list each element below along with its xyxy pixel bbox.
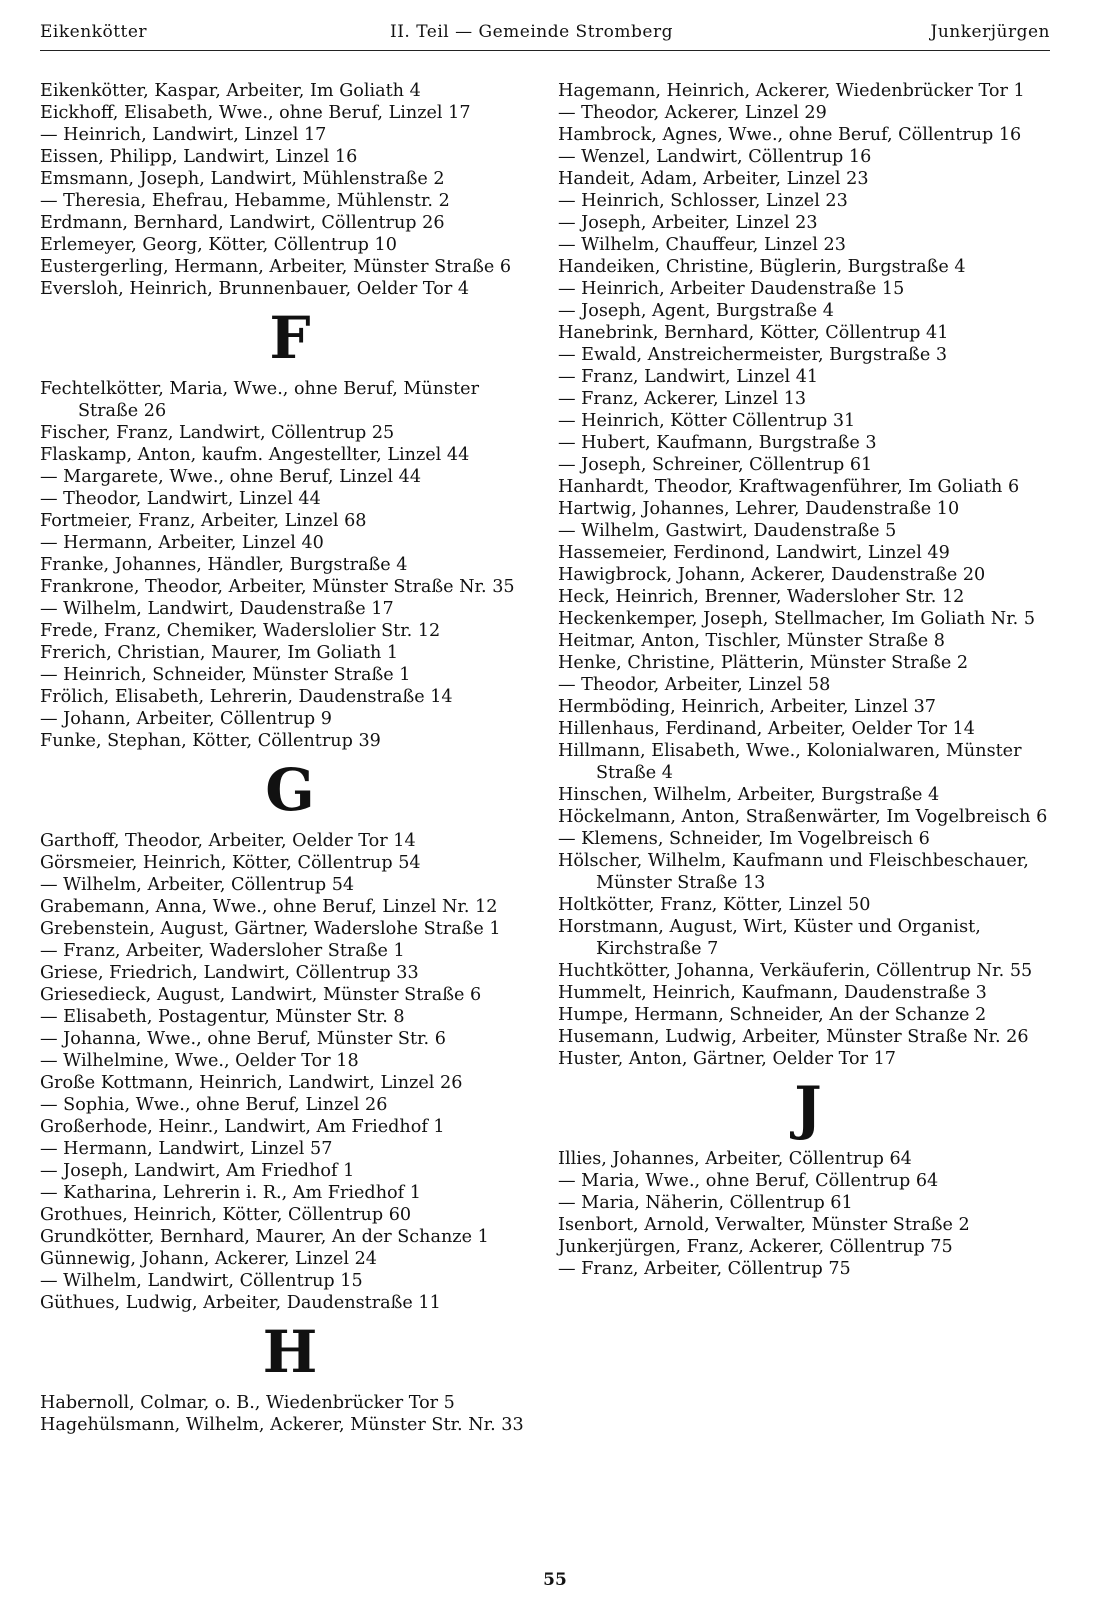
directory-entry: Frede, Franz, Chemiker, Waderslolier Str. 12 — [40, 621, 441, 641]
directory-entry: Handeit, Adam, Arbeiter, Linzel 23 — [558, 169, 869, 189]
directory-entry: Grabemann, Anna, Wwe., ohne Beruf, Linzel Nr. 12 — [40, 897, 498, 917]
directory-entry: Huchtkötter, Johanna, Verkäuferin, Cöllentrup Nr. 55 — [558, 961, 1033, 981]
section-letter: G — [265, 756, 315, 824]
directory-entry: Franke, Johannes, Händler, Burgstraße 4 — [40, 555, 408, 575]
directory-entry: Hölscher, Wilhelm, Kaufmann und Fleischbeschauer, Münster Straße 13 — [558, 851, 1029, 893]
directory-entry: — Wilhelm, Landwirt, Daudenstraße 17 — [40, 599, 394, 619]
directory-entry: — Hermann, Landwirt, Linzel 57 — [40, 1139, 333, 1159]
section-letter: F — [269, 304, 311, 372]
directory-entry: Emsmann, Joseph, Landwirt, Mühlenstraße 2 — [40, 169, 445, 189]
directory-entry: Güthues, Ludwig, Arbeiter, Daudenstraße 11 — [40, 1293, 441, 1313]
directory-entry: — Hubert, Kaufmann, Burgstraße 3 — [558, 433, 877, 453]
directory-entry: Illies, Johannes, Arbeiter, Cöllentrup 64 — [558, 1149, 912, 1169]
directory-entry: — Wilhelm, Arbeiter, Cöllentrup 54 — [40, 875, 355, 895]
directory-entry: Frölich, Elisabeth, Lehrerin, Daudenstraße 14 — [40, 687, 453, 707]
directory-entry: Eikenkötter, Kaspar, Arbeiter, Im Goliath 4 — [40, 81, 421, 101]
header-rule — [40, 50, 1050, 51]
directory-entry: Hermböding, Heinrich, Arbeiter, Linzel 37 — [558, 697, 936, 717]
header-first-name: Eikenkötter — [40, 22, 148, 42]
directory-entry: Erlemeyer, Georg, Kötter, Cöllentrup 10 — [40, 235, 397, 255]
directory-entry: Hagemann, Heinrich, Ackerer, Wiedenbrücker Tor 1 — [558, 81, 1025, 101]
directory-entry: — Franz, Arbeiter, Cöllentrup 75 — [558, 1259, 851, 1279]
directory-entry: — Heinrich, Arbeiter Daudenstraße 15 — [558, 279, 905, 299]
directory-entry: — Wilhelm, Gastwirt, Daudenstraße 5 — [558, 521, 897, 541]
directory-entry: — Heinrich, Schlosser, Linzel 23 — [558, 191, 848, 211]
directory-entry: Horstmann, August, Wirt, Küster und Organist, Kirchstraße 7 — [558, 917, 981, 959]
directory-entry: Hartwig, Johannes, Lehrer, Daudenstraße 10 — [558, 499, 960, 519]
directory-entry: Habernoll, Colmar, o. B., Wiedenbrücker Tor 5 — [40, 1393, 455, 1413]
directory-entry: Henke, Christine, Plätterin, Münster Straße 2 — [558, 653, 969, 673]
directory-entry: Große Kottmann, Heinrich, Landwirt, Linzel 26 — [40, 1073, 463, 1093]
directory-entry: Günnewig, Johann, Ackerer, Linzel 24 — [40, 1249, 377, 1269]
directory-entry: — Heinrich, Landwirt, Linzel 17 — [40, 125, 327, 145]
directory-entry: Eissen, Philipp, Landwirt, Linzel 16 — [40, 147, 358, 167]
directory-entry: Heitmar, Anton, Tischler, Münster Straße 8 — [558, 631, 945, 651]
directory-entry: Eickhoff, Elisabeth, Wwe., ohne Beruf, Linzel 17 — [40, 103, 471, 123]
directory-entry: Hawigbrock, Johann, Ackerer, Daudenstraße 20 — [558, 565, 986, 585]
directory-entry: Erdmann, Bernhard, Landwirt, Cöllentrup 26 — [40, 213, 445, 233]
section-letter: H — [262, 1318, 318, 1386]
left-column — [40, 80, 540, 1436]
directory-entry: Hagehülsmann, Wilhelm, Ackerer, Münster Str. Nr. 33 — [40, 1415, 524, 1435]
directory-entry: — Franz, Ackerer, Linzel 13 — [558, 389, 807, 409]
directory-entry: Griese, Friedrich, Landwirt, Cöllentrup 33 — [40, 963, 419, 983]
directory-entry: Flaskamp, Anton, kaufm. Angestellter, Linzel 44 — [40, 445, 470, 465]
directory-entry: — Joseph, Landwirt, Am Friedhof 1 — [40, 1161, 355, 1181]
directory-entry: Hummelt, Heinrich, Kaufmann, Daudenstraße 3 — [558, 983, 987, 1003]
directory-entry: — Joseph, Agent, Burgstraße 4 — [558, 301, 834, 321]
directory-entry: Eversloh, Heinrich, Brunnenbauer, Oelder Tor 4 — [40, 279, 470, 299]
right-column — [558, 80, 1058, 1280]
directory-entry: — Joseph, Arbeiter, Linzel 23 — [558, 213, 818, 233]
directory-entry: — Theodor, Arbeiter, Linzel 58 — [558, 675, 831, 695]
directory-entry: — Heinrich, Kötter Cöllentrup 31 — [558, 411, 856, 431]
directory-entry: Großerhode, Heinr., Landwirt, Am Friedhof 1 — [40, 1117, 445, 1137]
directory-entry: — Johanna, Wwe., ohne Beruf, Münster Str. 6 — [40, 1029, 446, 1049]
directory-entry: — Sophia, Wwe., ohne Beruf, Linzel 26 — [40, 1095, 388, 1115]
directory-entry: Hanebrink, Bernhard, Kötter, Cöllentrup 41 — [558, 323, 949, 343]
directory-entry: — Heinrich, Schneider, Münster Straße 1 — [40, 665, 411, 685]
directory-entry: Frerich, Christian, Maurer, Im Goliath 1 — [40, 643, 399, 663]
directory-entry: Hassemeier, Ferdinond, Landwirt, Linzel 49 — [558, 543, 950, 563]
page-number: 55 — [543, 1570, 567, 1590]
directory-entry: — Wilhelmine, Wwe., Oelder Tor 18 — [40, 1051, 359, 1071]
header-title: II. Teil — Gemeinde Stromberg — [390, 22, 673, 42]
directory-entry: Heck, Heinrich, Brenner, Wadersloher Str. 12 — [558, 587, 965, 607]
running-header — [40, 22, 1050, 52]
directory-entry: Grundkötter, Bernhard, Maurer, An der Schanze 1 — [40, 1227, 489, 1247]
directory-entry: Hillenhaus, Ferdinand, Arbeiter, Oelder Tor 14 — [558, 719, 975, 739]
directory-entry: Humpe, Hermann, Schneider, An der Schanze 2 — [558, 1005, 987, 1025]
directory-entry: Höckelmann, Anton, Straßenwärter, Im Vogelbreisch 6 — [558, 807, 1048, 827]
directory-entry: Grothues, Heinrich, Kötter, Cöllentrup 60 — [40, 1205, 412, 1225]
directory-entry: Holtkötter, Franz, Kötter, Linzel 50 — [558, 895, 871, 915]
directory-entry: Hanhardt, Theodor, Kraftwagenführer, Im Goliath 6 — [558, 477, 1020, 497]
directory-entry: Heckenkemper, Joseph, Stellmacher, Im Goliath Nr. 5 — [558, 609, 1036, 629]
directory-entry: — Margarete, Wwe., ohne Beruf, Linzel 44 — [40, 467, 422, 487]
directory-entry: — Maria, Näherin, Cöllentrup 61 — [558, 1193, 853, 1213]
directory-entry: Hambrock, Agnes, Wwe., ohne Beruf, Cöllentrup 16 — [558, 125, 1022, 145]
directory-entry: Funke, Stephan, Kötter, Cöllentrup 39 — [40, 731, 381, 751]
directory-entry: — Theodor, Ackerer, Linzel 29 — [558, 103, 827, 123]
directory-entry: Fechtelkötter, Maria, Wwe., ohne Beruf, Münster Straße 26 — [40, 379, 479, 421]
directory-entry: — Katharina, Lehrerin i. R., Am Friedhof 1 — [40, 1183, 421, 1203]
directory-entry: Görsmeier, Heinrich, Kötter, Cöllentrup 54 — [40, 853, 421, 873]
header-last-name: Junkerjürgen — [930, 22, 1050, 42]
directory-entry: Griesedieck, August, Landwirt, Münster Straße 6 — [40, 985, 482, 1005]
section-letter: J — [794, 1074, 822, 1142]
directory-entry: Fortmeier, Franz, Arbeiter, Linzel 68 — [40, 511, 367, 531]
directory-entry: — Ewald, Anstreichermeister, Burgstraße 3 — [558, 345, 948, 365]
directory-entry: Garthoff, Theodor, Arbeiter, Oelder Tor 14 — [40, 831, 416, 851]
directory-entry: Isenbort, Arnold, Verwalter, Münster Straße 2 — [558, 1215, 970, 1235]
directory-entry: Husemann, Ludwig, Arbeiter, Münster Straße Nr. 26 — [558, 1027, 1029, 1047]
directory-entry: Hinschen, Wilhelm, Arbeiter, Burgstraße 4 — [558, 785, 940, 805]
directory-entry: Huster, Anton, Gärtner, Oelder Tor 17 — [558, 1049, 896, 1069]
directory-entry: — Franz, Arbeiter, Wadersloher Straße 1 — [40, 941, 405, 961]
directory-entry: Fischer, Franz, Landwirt, Cöllentrup 25 — [40, 423, 395, 443]
directory-entry: Handeiken, Christine, Büglerin, Burgstraße 4 — [558, 257, 966, 277]
directory-entry: — Theresia, Ehefrau, Hebamme, Mühlenstr. 2 — [40, 191, 450, 211]
directory-entry: — Maria, Wwe., ohne Beruf, Cöllentrup 64 — [558, 1171, 939, 1191]
directory-entry: — Elisabeth, Postagentur, Münster Str. 8 — [40, 1007, 405, 1027]
directory-entry: — Wenzel, Landwirt, Cöllentrup 16 — [558, 147, 872, 167]
directory-entry: — Theodor, Landwirt, Linzel 44 — [40, 489, 321, 509]
directory-entry: Grebenstein, August, Gärtner, Waderslohe Straße 1 — [40, 919, 501, 939]
directory-entry: — Hermann, Arbeiter, Linzel 40 — [40, 533, 324, 553]
directory-entry: — Joseph, Schreiner, Cöllentrup 61 — [558, 455, 873, 475]
directory-entry: — Wilhelm, Landwirt, Cöllentrup 15 — [40, 1271, 363, 1291]
directory-entry: Hillmann, Elisabeth, Wwe., Kolonialwaren, Münster Straße 4 — [558, 741, 1022, 783]
directory-entry: Junkerjürgen, Franz, Ackerer, Cöllentrup 75 — [558, 1237, 953, 1257]
directory-entry: Eustergerling, Hermann, Arbeiter, Münster Straße 6 — [40, 257, 512, 277]
directory-entry: — Klemens, Schneider, Im Vogelbreisch 6 — [558, 829, 930, 849]
directory-entry: Frankrone, Theodor, Arbeiter, Münster Straße Nr. 35 — [40, 577, 515, 597]
directory-entry: — Wilhelm, Chauffeur, Linzel 23 — [558, 235, 846, 255]
directory-entry: — Johann, Arbeiter, Cöllentrup 9 — [40, 709, 332, 729]
directory-entry: — Franz, Landwirt, Linzel 41 — [558, 367, 819, 387]
